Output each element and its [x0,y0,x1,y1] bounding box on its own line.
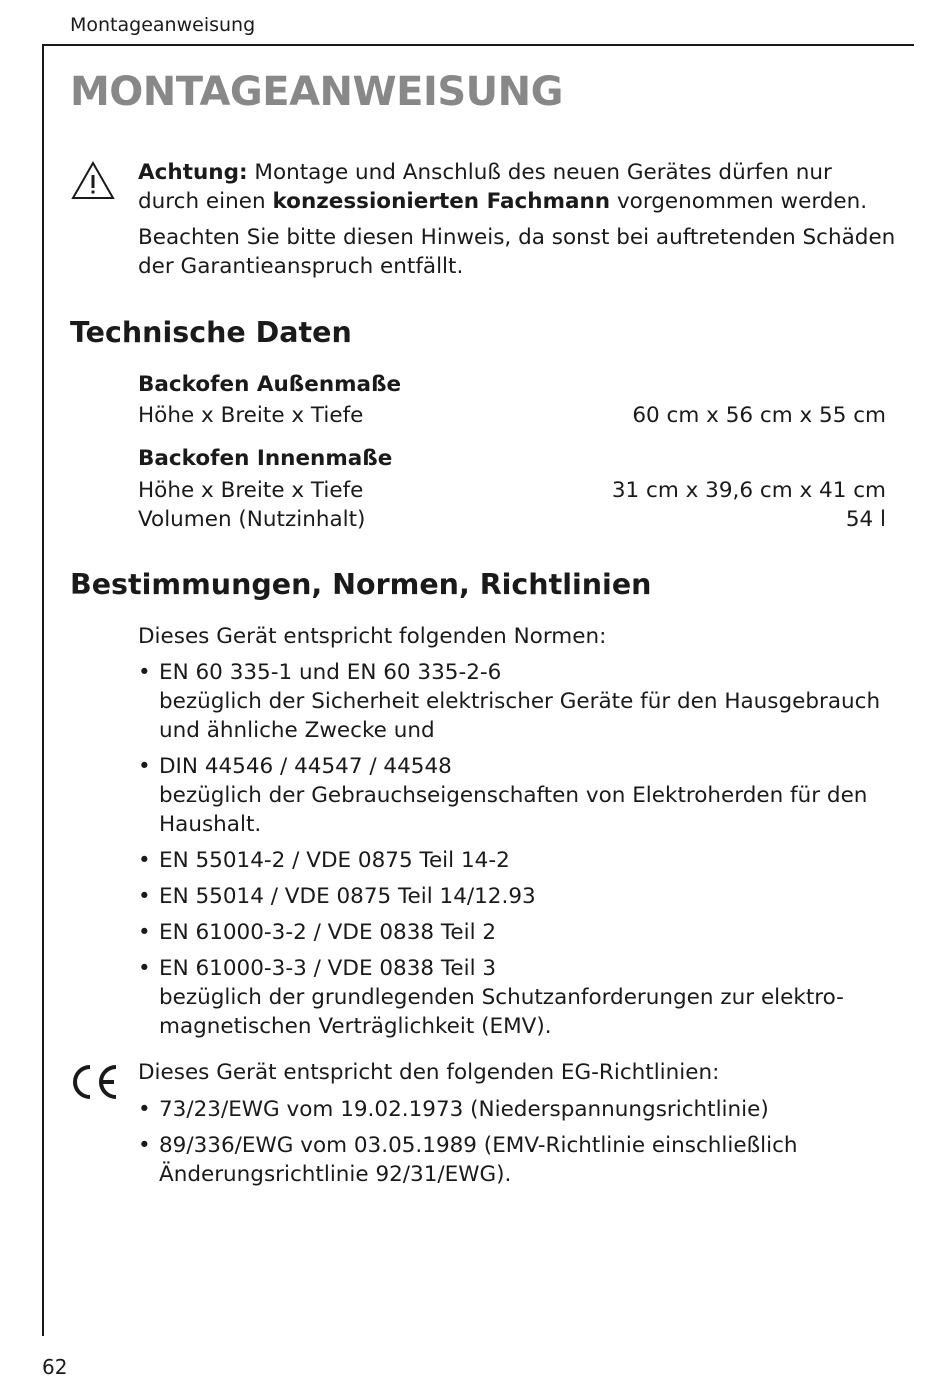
list-item [138,882,898,911]
warning-text [138,158,898,216]
list-item-line: bezüglich der Gebrauchseigenschaften von Elektroherden für den [159,783,868,808]
list-item [138,1095,898,1124]
warning-label: Achtung: [138,160,248,185]
list-item-line: EN 61000-3-3 / VDE 0838 Teil 3 [159,956,497,981]
list-item-line: DIN 44546 / 44547 / 44548 [159,754,452,779]
bullet: • [138,1133,151,1158]
bullet: • [138,1097,151,1122]
bullet: • [138,884,151,909]
list-item-line: EN 55014-2 / VDE 0875 Teil 14-2 [159,848,510,873]
spec-label: Volumen (Nutzinhalt) [138,507,366,532]
subheading-inner-dimensions: Backofen Innenmaße [138,446,393,471]
list-item-line: 89/336/EWG vom 03.05.1989 (EMV-Richtlinie einschließlich [159,1133,798,1158]
warning-text-part: vorgenommen werden. [610,189,868,214]
list-item-line: EN 60 335-1 und EN 60 335-2-6 [159,660,502,685]
spec-value: 31 cm x 39,6 cm x 41 cm [611,478,886,503]
header-rule [42,44,914,46]
spec-row [138,505,886,534]
section-heading-technical-data: Technische Daten [70,316,352,349]
spec-row [138,401,886,430]
bullet: • [138,848,151,873]
bullet: • [138,660,151,685]
warning-text-part: Montage und Anschluß des neuen Gerätes dürfen nur durch einen [138,160,832,214]
list-item [138,752,898,839]
list-item [138,918,898,947]
list-item-line: 73/23/EWG vom 19.02.1973 (Niederspannungsrichtlinie) [159,1097,769,1122]
list-item-line: EN 55014 / VDE 0875 Teil 14/12.93 [159,884,536,909]
list-item-line: magnetischen Verträglichkeit (EMV). [159,1014,552,1039]
list-item [138,658,898,745]
spec-label: Höhe x Breite x Tiefe [138,478,364,503]
ce-mark-icon [68,1062,120,1102]
list-item-line: bezüglich der Sicherheit elektrischer Geräte für den Hausgebrauch [159,689,881,714]
warning-note: Beachten Sie bitte diesen Hinweis, da sonst bei auftretenden Schäden der Garantieanspruch entfällt. [138,225,896,279]
spec-label: Höhe x Breite x Tiefe [138,403,364,428]
section-heading-standards: Bestimmungen, Normen, Richtlinien [70,568,652,601]
page-title: MONTAGEANWEISUNG [70,69,563,115]
list-item-line: Haushalt. [159,812,262,837]
bullet: • [138,920,151,945]
list-item [138,846,898,875]
subheading-outer-dimensions: Backofen Außenmaße [138,372,402,397]
margin-rule [42,44,44,1336]
spec-row [138,476,886,505]
list-item-line: EN 61000-3-2 / VDE 0838 Teil 2 [159,920,497,945]
list-item [138,1131,898,1189]
warning-triangle-icon [70,160,116,202]
running-header: Montageanweisung [70,14,256,36]
spec-value: 60 cm x 56 cm x 55 cm [632,403,886,428]
list-item [138,954,898,1041]
list-item-line: und ähnliche Zwecke und [159,718,435,743]
directives-intro: Dieses Gerät entspricht den folgenden EG-Richtlinien: [138,1060,720,1085]
warning-emphasis: konzessionierten Fachmann [272,189,611,214]
list-item-line: bezüglich der grundlegenden Schutzanforderungen zur elektro- [159,985,844,1010]
list-item-line: Änderungsrichtlinie 92/31/EWG). [159,1162,512,1187]
bullet: • [138,956,151,981]
warning-block [138,158,898,281]
spec-value: 54 l [845,507,886,532]
page-number: 62 [42,1355,68,1379]
standards-intro: Dieses Gerät entspricht folgenden Normen: [138,624,607,649]
bullet: • [138,754,151,779]
